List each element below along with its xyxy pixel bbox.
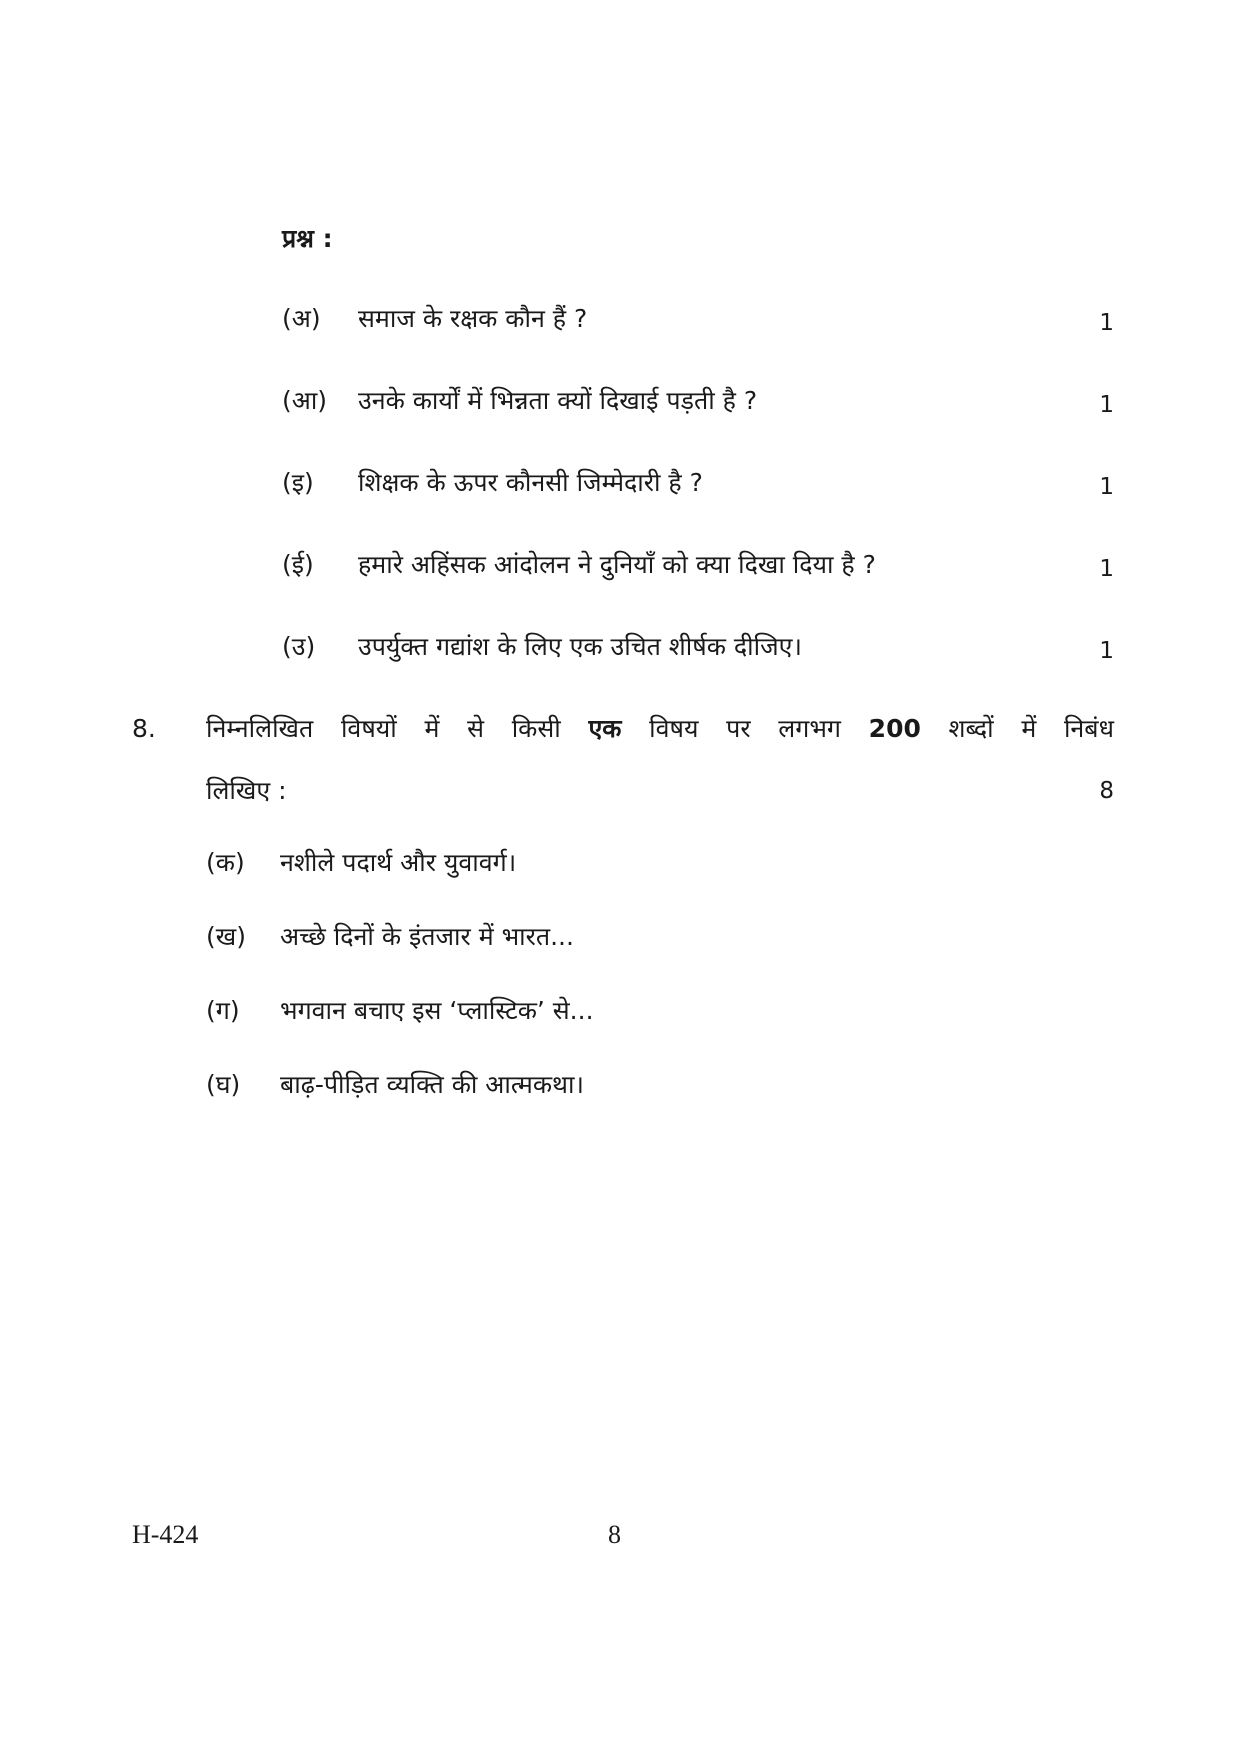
question-marks: 8 [1099, 778, 1114, 804]
essay-topic-label: (ख) [206, 922, 246, 951]
essay-topic-text: बाढ़-पीड़ित व्यक्ति की आत्मकथा। [280, 1070, 584, 1099]
question-word: लगभग [778, 714, 841, 743]
sub-question-text: हमारे अहिंसक आंदोलन ने दुनियाँ को क्या दिखा दिया है ? [358, 550, 876, 579]
question-word: में [1021, 714, 1037, 743]
sub-question-label: (उ) [282, 632, 316, 661]
essay-topic-label: (ग) [206, 996, 240, 1025]
essay-topic-label: (घ) [206, 1070, 241, 1099]
sub-question-label: (आ) [282, 386, 328, 415]
question-word-emphasis: एक [588, 714, 622, 743]
question-word: निम्नलिखित [206, 714, 314, 743]
essay-topic-text: नशीले पदार्थ और युवावर्ग। [280, 848, 517, 877]
question-text-line2: लिखिए : [206, 776, 287, 805]
essay-topic-text: अच्छे दिनों के इंतजार में भारत... [280, 922, 574, 951]
question-word: विषयों [340, 714, 397, 743]
sub-question-label: (इ) [282, 468, 314, 497]
essay-topic-text: भगवान बचाए इस ‘प्लास्टिक’ से... [280, 996, 594, 1025]
sub-question-label: (अ) [282, 304, 321, 333]
prashn-heading: प्रश्न : [282, 224, 333, 253]
question-text-line1 [206, 712, 1114, 746]
sub-question-text: समाज के रक्षक कौन हैं ? [358, 304, 588, 333]
paper-code: H-424 [132, 1520, 199, 1549]
question-word: विषय [649, 714, 699, 743]
sub-question-text: उनके कार्यों में भिन्नता क्यों दिखाई पड़ती है ? [358, 386, 758, 415]
sub-question-marks: 1 [1099, 392, 1114, 418]
sub-question-text: उपर्युक्त गद्यांश के लिए एक उचित शीर्षक दीजिए। [358, 632, 802, 661]
sub-question-marks: 1 [1099, 310, 1114, 336]
question-word-count: 200 [868, 714, 921, 743]
page-number: 8 [608, 1520, 621, 1549]
question-word: शब्दों [948, 714, 994, 743]
question-word: पर [726, 714, 751, 743]
question-word: निबंध [1063, 714, 1114, 743]
sub-question-marks: 1 [1099, 556, 1114, 582]
sub-question-marks: 1 [1099, 638, 1114, 664]
question-word: किसी [511, 714, 561, 743]
sub-question-text: शिक्षक के ऊपर कौनसी जिम्मेदारी है ? [358, 468, 703, 497]
sub-question-label: (ई) [282, 550, 314, 579]
question-number: 8. [132, 714, 156, 743]
question-word: से [467, 714, 484, 743]
question-word: में [424, 714, 440, 743]
sub-question-marks: 1 [1099, 474, 1114, 500]
essay-topic-label: (क) [206, 848, 245, 877]
